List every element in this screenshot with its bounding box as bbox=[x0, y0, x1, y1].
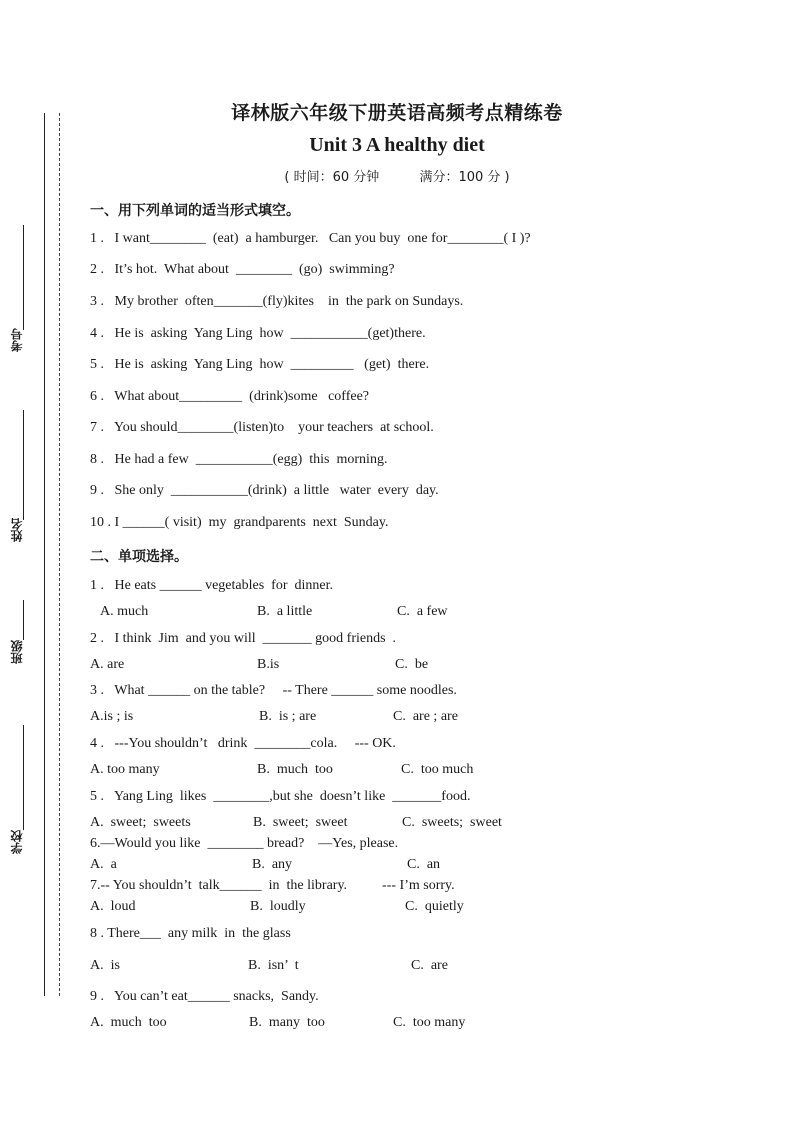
mc-option-c: C. be bbox=[395, 657, 429, 672]
mc-option-a: A. much bbox=[100, 604, 149, 619]
mc-option-c: C. are bbox=[411, 958, 448, 973]
mc-option-c: C. a few bbox=[397, 604, 448, 619]
mc-option-c: C. an bbox=[407, 857, 441, 872]
mc-option-b: B. loudly bbox=[250, 899, 306, 914]
mc-option-a: A. a bbox=[90, 857, 117, 872]
mc-question-1: 1 . He eats ______ vegetables for dinner. bbox=[90, 578, 333, 593]
mc-option-b: B. is ; are bbox=[259, 709, 317, 724]
mc-option-a: A. are bbox=[90, 657, 125, 672]
fill-item-9: 9 . She only ___________(drink) a little water every day. bbox=[90, 483, 439, 498]
mc-option-b: B. isn’ t bbox=[248, 958, 299, 973]
time-score-info bbox=[0, 166, 794, 185]
exam-no-label: 考号 bbox=[10, 328, 24, 352]
mc-option-b: B.is bbox=[257, 657, 280, 672]
mc-option-c: C. are ; are bbox=[393, 709, 458, 724]
mc-option-a: A. too many bbox=[90, 762, 160, 777]
binding-line-solid bbox=[44, 113, 45, 996]
mc-question-7: 7.-- You shouldn’t talk______ in the library. --- I’m sorry. bbox=[90, 878, 455, 893]
page-title: 译林版六年级下册英语高频考点精练卷 bbox=[231, 102, 563, 124]
full-score: 满分：100 分 ) bbox=[419, 170, 510, 185]
mc-option-a: A. is bbox=[90, 958, 120, 973]
name-blank bbox=[23, 410, 24, 520]
section1-heading: 一、用下列单词的适当形式填空。 bbox=[90, 203, 300, 219]
fill-item-6: 6 . What about_________ (drink)some coffee? bbox=[90, 389, 370, 404]
fill-item-10: 10 . I ______( visit) my grandparents next Sunday. bbox=[90, 515, 389, 530]
school-label: 学校 bbox=[10, 830, 24, 854]
mc-option-b: B. any bbox=[252, 857, 293, 872]
mc-option-b: B. much too bbox=[257, 762, 333, 777]
mc-option-b: B. a little bbox=[257, 604, 313, 619]
mc-option-c: C. quietly bbox=[405, 899, 464, 914]
mc-question-6: 6.—Would you like ________ bread? —Yes, please. bbox=[90, 836, 399, 851]
mc-option-a: A. sweet; sweets bbox=[90, 815, 191, 830]
mc-option-c: C. too much bbox=[401, 762, 474, 777]
binding-line-dashed bbox=[59, 113, 60, 996]
mc-option-a: A. loud bbox=[90, 899, 136, 914]
mc-question-8: 8 . There___ any milk in the glass bbox=[90, 926, 291, 941]
fill-item-8: 8 . He had a few ___________(egg) this morning. bbox=[90, 452, 388, 467]
mc-option-c: C. too many bbox=[393, 1015, 466, 1030]
time-limit: ( 时间：60 分钟 bbox=[284, 170, 380, 185]
fill-item-3: 3 . My brother often_______(fly)kites in the park on Sundays. bbox=[90, 294, 464, 309]
name-label: 姓名 bbox=[10, 518, 24, 542]
mc-option-b: B. many too bbox=[249, 1015, 325, 1030]
fill-item-7: 7 . You should________(listen)to your teachers at school. bbox=[90, 420, 434, 435]
school-blank bbox=[23, 725, 24, 830]
mc-option-a: A.is ; is bbox=[90, 709, 134, 724]
section2-heading: 二、单项选择。 bbox=[90, 549, 188, 565]
mc-question-5: 5 . Yang Ling likes ________,but she doesn’t like _______food. bbox=[90, 789, 471, 804]
fill-item-5: 5 . He is asking Yang Ling how _________ (get) there. bbox=[90, 357, 430, 372]
mc-question-9: 9 . You can’t eat______ snacks, Sandy. bbox=[90, 989, 319, 1004]
mc-option-c: C. sweets; sweet bbox=[402, 815, 502, 830]
mc-question-2: 2 . I think Jim and you will _______ good friends . bbox=[90, 631, 397, 646]
fill-item-4: 4 . He is asking Yang Ling how ___________(get)there. bbox=[90, 326, 426, 341]
exam-no-blank bbox=[23, 225, 24, 330]
mc-question-3: 3 . What ______ on the table? -- There ______ some noodles. bbox=[90, 683, 457, 698]
mc-option-a: A. much too bbox=[90, 1015, 167, 1030]
mc-question-4: 4 . ---You shouldn’t drink ________cola. --- OK. bbox=[90, 736, 396, 751]
unit-subtitle: Unit 3 A healthy diet bbox=[309, 134, 485, 156]
class-blank bbox=[23, 600, 24, 640]
class-label: 班级 bbox=[10, 640, 24, 664]
fill-item-1: 1 . I want________ (eat) a hamburger. Can you buy one for________( I )? bbox=[90, 231, 531, 246]
mc-option-b: B. sweet; sweet bbox=[253, 815, 348, 830]
fill-item-2: 2 . It’s hot. What about ________ (go) swimming? bbox=[90, 262, 395, 277]
